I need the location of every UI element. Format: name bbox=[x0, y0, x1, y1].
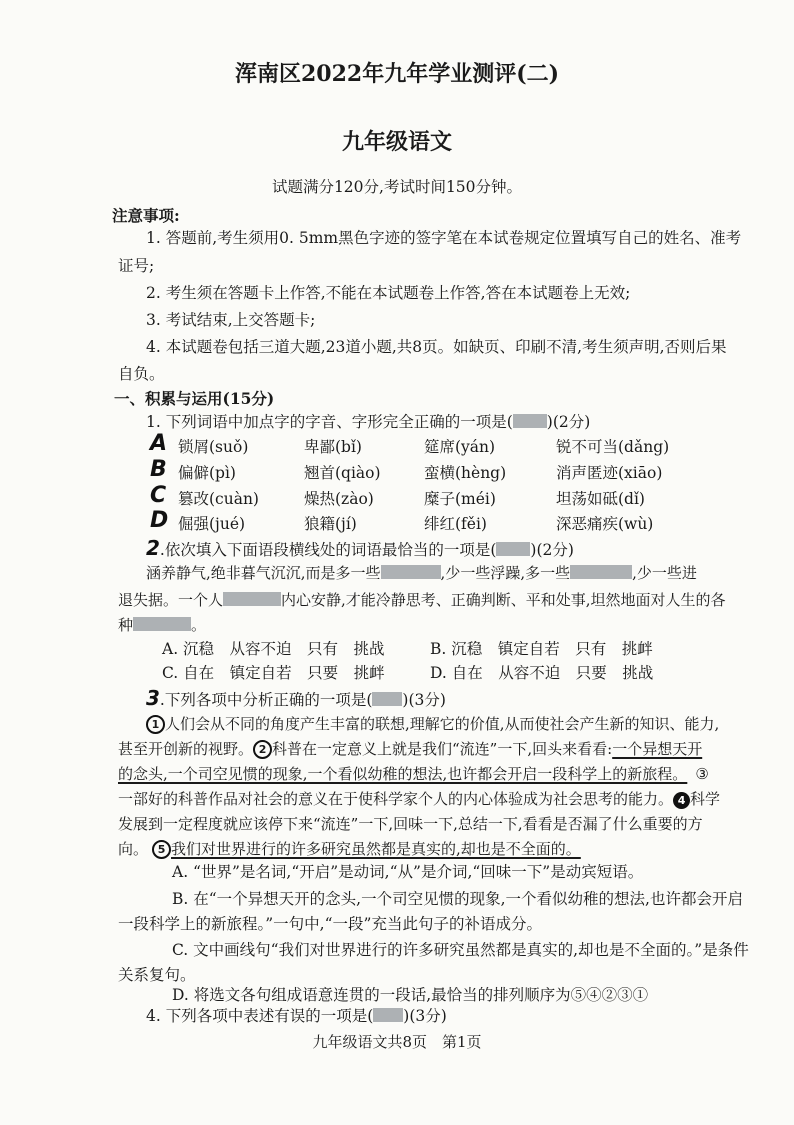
q2-passage-text: 种 bbox=[118, 616, 134, 634]
exam-title: 浑南区2022年九年学业测评(二) bbox=[234, 61, 560, 87]
q3-option-d: D. 将选文各句组成语意连贯的一段话,最恰当的排列顺序为⑤④②③① bbox=[172, 986, 649, 1004]
q3-option-a: A. “世界”是名词,“开启”是动词,“从”是介词,“回味一下”是动宾短语。 bbox=[172, 863, 644, 881]
q3-underlined-text: 一个异想天开 bbox=[612, 740, 703, 758]
q3-underlined-text: 我们对世界进行的许多研究虽然都是真实的,却也是不全面的。 bbox=[171, 840, 581, 858]
circled-number-1: 1 bbox=[146, 715, 165, 734]
q1-a-word-1: 锁屑(suǒ) bbox=[178, 438, 249, 456]
q1-b-word-2: 翘首(qiào) bbox=[304, 464, 381, 482]
q3-passage-text: 科学 bbox=[690, 790, 721, 808]
answer-blank bbox=[373, 1008, 403, 1022]
q2-passage-text: 内心安静,才能冷静思考、正确判断、平和处事,坦然地面对人生的各 bbox=[281, 591, 726, 609]
q1-d-word-3: 绯红(fěi) bbox=[424, 515, 487, 533]
q3-option-b: B. 在“一个异想天开的念头,一个司空见惯的现象,一个看似幼稚的想法,也许都会开启 bbox=[172, 890, 743, 908]
section-1-heading: 一、积累与运用(15分) bbox=[114, 389, 275, 408]
question-3-stem-text: .下列各项中分析正确的一项是( bbox=[159, 691, 373, 709]
circled-number-2: 2 bbox=[253, 740, 272, 759]
q2-option-a: A. 沉稳 从容不迫 只有 挑战 bbox=[162, 640, 385, 658]
q2-option-c: C. 自在 镇定自若 只要 挑衅 bbox=[162, 664, 385, 682]
q1-c-word-3: 糜子(méi) bbox=[424, 490, 496, 508]
q3-passage-line-6 bbox=[118, 839, 581, 859]
question-3-score: )(3分) bbox=[402, 691, 446, 709]
q3-passage-text: 一部好的科普作品对社会的意义在于使科学家个人的内心体验成为社会思考的能力。 bbox=[118, 790, 674, 808]
q1-c-word-1: 篡改(cuàn) bbox=[178, 490, 259, 508]
handwritten-letter-d: D bbox=[150, 508, 169, 533]
q2-passage-line-2 bbox=[118, 590, 726, 610]
q2-passage-line-1 bbox=[146, 563, 697, 583]
q1-d-word-2: 狼籍(jí) bbox=[304, 515, 357, 533]
page-footer: 九年级语文共8页 第1页 bbox=[312, 1033, 482, 1051]
answer-blank bbox=[513, 414, 547, 428]
q1-c-word-4: 坦荡如砥(dǐ) bbox=[556, 490, 645, 508]
q1-a-word-2: 卑鄙(bǐ) bbox=[304, 438, 362, 456]
q2-passage-text: ,少一些浮躁,多一些 bbox=[440, 564, 571, 582]
circled-number-5: 5 bbox=[152, 840, 171, 859]
circled-number-3: ③ bbox=[695, 765, 709, 783]
q3-passage-text: 科普在一定意义上就是我们“流连”一下,回头来看看: bbox=[272, 740, 613, 758]
exam-subtitle: 九年级语文 bbox=[341, 129, 452, 155]
q2-option-b: B. 沉稳 镇定自若 只有 挑衅 bbox=[430, 640, 653, 658]
q2-option-d: D. 自在 从容不迫 只要 挑战 bbox=[430, 664, 654, 682]
question-4-stem-text: 4. 下列各项中表述有误的一项是( bbox=[146, 1007, 374, 1025]
handwritten-number-2: 2 bbox=[146, 536, 160, 560]
notice-item-1: 1. 答题前,考生须用0. 5mm黑色字迹的签字笔在本试卷规定位置填写自己的姓名、准考 bbox=[146, 229, 742, 247]
question-4-stem bbox=[146, 1006, 447, 1026]
q3-option-c: C. 文中画线句“我们对世界进行的许多研究虽然都是真实的,却也是不全面的。”是条件 bbox=[172, 941, 749, 959]
fill-blank-2 bbox=[570, 565, 632, 579]
q2-passage-text: 涵养静气,绝非暮气沉沉,而是多一些 bbox=[146, 564, 381, 582]
q2-passage-text: 。 bbox=[191, 616, 207, 634]
question-4-score: )(3分) bbox=[403, 1007, 447, 1025]
exam-info: 试题满分120分,考试时间150分钟。 bbox=[271, 178, 523, 196]
notice-item-4: 4. 本试题卷包括三道大题,23道小题,共8页。如缺页、印刷不清,考生须声明,否则后果 bbox=[146, 338, 727, 356]
handwritten-number-3: 3 bbox=[146, 686, 160, 710]
q2-passage-line-3 bbox=[118, 615, 206, 635]
handwritten-letter-a: A bbox=[150, 431, 168, 456]
q1-d-word-1: 倔强(jué) bbox=[178, 515, 246, 533]
q3-passage-line-4 bbox=[118, 789, 720, 809]
q3-passage-text: 人们会从不同的角度产生丰富的联想,理解它的价值,从而使社会产生新的知识、能力, bbox=[165, 715, 720, 733]
q1-a-word-4: 锐不可当(dǎng) bbox=[556, 438, 670, 456]
fill-blank-3 bbox=[223, 592, 281, 606]
q3-underlined-text: 的念头,一个司空见惯的现象,一个看似幼稚的想法,也许都会开启一段科学上的新旅程。 bbox=[118, 765, 688, 783]
q2-passage-text: ,少一些进 bbox=[632, 564, 697, 582]
q3-passage-line-2 bbox=[118, 739, 702, 759]
q1-b-word-1: 偏僻(pì) bbox=[178, 464, 236, 482]
answer-blank bbox=[372, 692, 402, 706]
q3-passage-line-3 bbox=[118, 764, 709, 784]
q3-passage-line-1 bbox=[146, 714, 719, 734]
q3-option-b-cont: 一段科学上的新旅程。”一句中,“一段”充当此句子的补语成分。 bbox=[118, 915, 542, 933]
q1-c-word-2: 燥热(zào) bbox=[304, 490, 374, 508]
question-2-score: )(2分) bbox=[530, 541, 574, 559]
circled-number-4: 4 bbox=[673, 792, 690, 809]
question-1-stem-text: 1. 下列词语中加点字的字音、字形完全正确的一项是( bbox=[146, 413, 513, 431]
q3-passage-text: 甚至开创新的视野。 bbox=[118, 740, 254, 758]
notice-item-2: 2. 考生须在答题卡上作答,不能在本试题卷上作答,答在本试题卷上无效; bbox=[146, 284, 631, 302]
question-1-score: )(2分) bbox=[546, 413, 591, 431]
handwritten-letter-c: C bbox=[150, 483, 167, 508]
notice-heading: 注意事项: bbox=[112, 206, 180, 225]
q2-passage-text: 退失据。一个人 bbox=[118, 591, 224, 609]
question-3-stem bbox=[146, 688, 446, 710]
q3-option-c-cont: 关系复句。 bbox=[118, 966, 196, 984]
question-2-stem-text: .依次填入下面语段横线处的词语最恰当的一项是( bbox=[159, 541, 497, 559]
notice-item-3: 3. 考试结束,上交答题卡; bbox=[146, 311, 316, 329]
question-2-stem bbox=[146, 538, 574, 560]
q1-b-word-3: 蛮横(hèng) bbox=[424, 464, 507, 482]
question-1-stem bbox=[146, 412, 590, 432]
notice-item-1-cont: 证号; bbox=[118, 257, 155, 275]
fill-blank-4 bbox=[133, 617, 191, 631]
q1-d-word-4: 深恶痛疾(wù) bbox=[556, 515, 654, 533]
q1-a-word-3: 筵席(yán) bbox=[424, 438, 496, 456]
fill-blank-1 bbox=[381, 565, 441, 579]
handwritten-letter-b: B bbox=[150, 457, 167, 482]
notice-item-4-cont: 自负。 bbox=[118, 365, 165, 383]
q3-passage-text: 向。 bbox=[118, 840, 149, 858]
answer-blank bbox=[496, 542, 530, 556]
q3-passage-line-5: 发展到一定程度就应该停下来“流连”一下,回味一下,总结一下,看看是否漏了什么重要的方 bbox=[118, 815, 703, 833]
q1-b-word-4: 消声匿迹(xiāo) bbox=[556, 464, 663, 482]
